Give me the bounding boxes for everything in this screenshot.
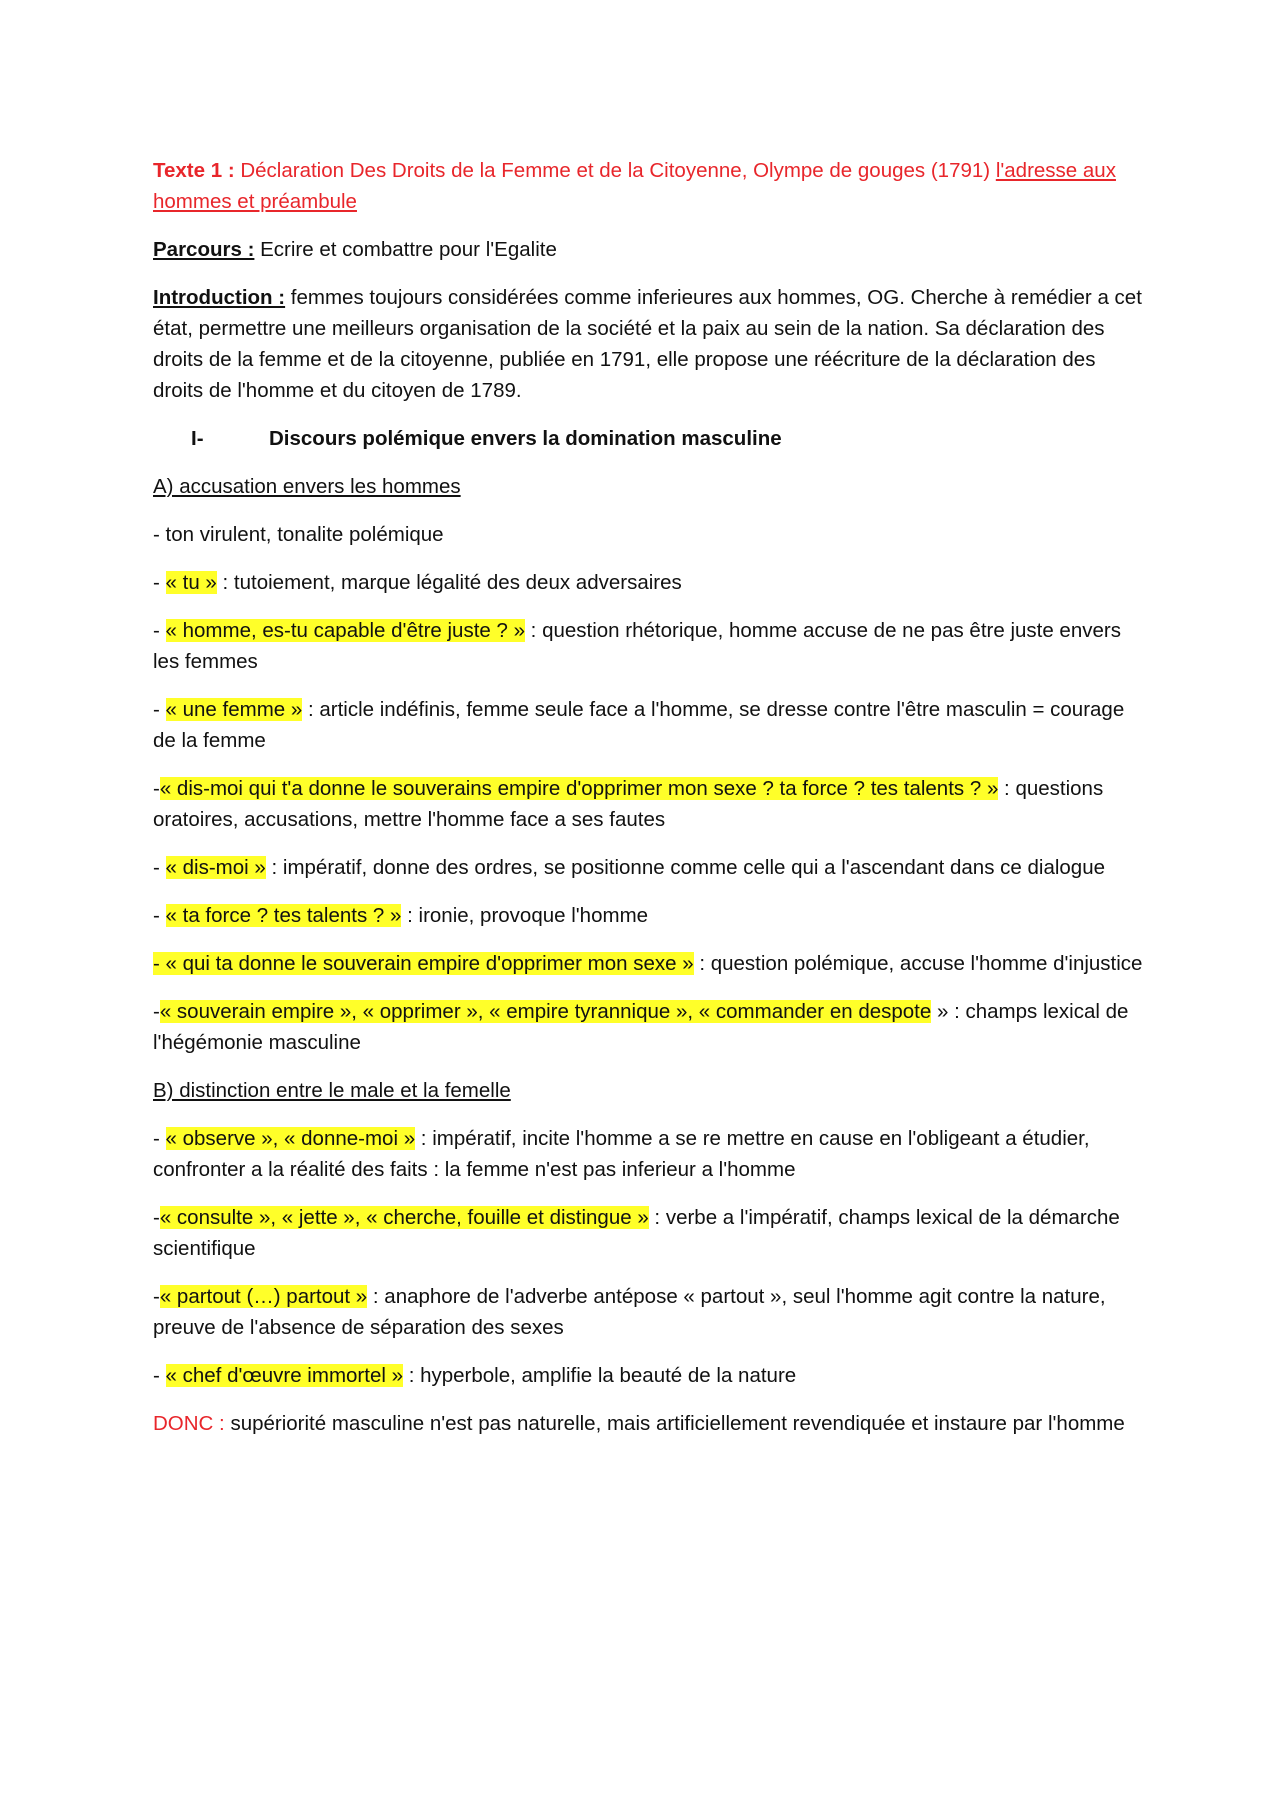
line-prefix: - xyxy=(153,904,166,927)
quoted-citation: « dis-moi qui t'a donne le souverains empire d'opprimer mon sexe ? ta force ? tes talents ? » xyxy=(159,777,999,800)
line-prefix: - xyxy=(153,698,166,721)
analysis-line xyxy=(153,694,1143,756)
introduction-label: Introduction : xyxy=(153,286,286,309)
subsection-a-title: A) accusation envers les hommes xyxy=(153,475,461,498)
analysis-line xyxy=(153,852,1143,883)
document-page xyxy=(153,155,1143,1456)
line-commentary: : impératif, incite l'homme a se re mettre en cause en l'obligeant a étudier, confronter a la réalité des faits : la femme n'est pas inferieur a l'homme xyxy=(153,1127,1090,1181)
subsection-a-lines xyxy=(153,519,1143,1058)
conclusion-line xyxy=(153,1408,1143,1439)
quoted-citation: « observe », « donne-moi » xyxy=(165,1127,416,1150)
section-number: I- xyxy=(191,427,204,450)
line-commentary: : ironie, provoque l'homme xyxy=(401,904,649,927)
analysis-line xyxy=(153,900,1143,931)
parcours-line xyxy=(153,234,1143,265)
line-prefix: - xyxy=(153,1364,166,1387)
quoted-citation: « chef d'œuvre immortel » xyxy=(165,1364,403,1387)
analysis-line xyxy=(153,1202,1143,1264)
conclusion-text: supériorité masculine n'est pas naturelle, mais artificiellement revendiquée et instaure par l'homme xyxy=(224,1412,1125,1435)
analysis-line xyxy=(153,1123,1143,1185)
analysis-line xyxy=(153,773,1143,835)
quoted-citation: « tu » xyxy=(165,571,217,594)
subsection-b-lines xyxy=(153,1123,1143,1391)
analysis-line xyxy=(153,1360,1143,1391)
quoted-citation: « souverain empire », « opprimer », « empire tyrannique », « commander en despote xyxy=(159,1000,932,1023)
line-commentary: : article indéfinis, femme seule face a l'homme, se dresse contre l'être masculin = courage de la femme xyxy=(153,698,1125,752)
quoted-citation: « dis-moi » xyxy=(165,856,266,879)
section-heading xyxy=(153,423,1143,454)
introduction-text: femmes toujours considérées comme inferieures aux hommes, OG. Cherche à remédier a cet état, permettre une meilleurs organisation de la société et la paix au sein de la nation. Sa déclaration des droits de la femme et de la citoyenne, publiée en 1791, elle propose une réécriture de la déclaration des droits de l'homme et du citoyen de 1789. xyxy=(153,286,1142,402)
title-underlined: l'adresse aux hommes et préambule xyxy=(153,159,1116,213)
line-commentary: : impératif, donne des ordres, se positionne comme celle qui a l'ascendant dans ce dialogue xyxy=(265,856,1106,879)
quoted-citation: « consulte », « jette », « cherche, fouille et distingue » xyxy=(159,1206,649,1229)
line-prefix: - xyxy=(153,856,166,879)
section-title: Discours polémique envers la domination masculine xyxy=(269,427,782,450)
analysis-line xyxy=(153,948,1143,979)
quoted-citation: - « qui ta donne le souverain empire d'opprimer mon sexe » xyxy=(153,952,694,975)
analysis-line xyxy=(153,1281,1143,1343)
analysis-line xyxy=(153,567,1143,598)
subsection-b-title: B) distinction entre le male et la femelle xyxy=(153,1079,511,1102)
parcours-label: Parcours : xyxy=(153,238,255,261)
line-prefix: - xyxy=(153,1285,160,1308)
introduction-paragraph xyxy=(153,282,1143,406)
line-prefix: - xyxy=(153,1206,160,1229)
line-prefix: - xyxy=(153,619,166,642)
line-commentary: : anaphore de l'adverbe antépose « partout », seul l'homme agit contre la nature, preuve de l'absence de séparation des sexes xyxy=(153,1285,1106,1339)
line-commentary: : question polémique, accuse l'homme d'injustice xyxy=(693,952,1143,975)
line-prefix: - xyxy=(153,571,166,594)
conclusion-label: DONC : xyxy=(153,1412,225,1435)
parcours-text: Ecrire et combattre pour l'Egalite xyxy=(254,238,557,261)
analysis-line xyxy=(153,996,1143,1058)
line-prefix: - ton virulent, tonalite polémique xyxy=(153,523,444,546)
line-commentary: : questions oratoires, accusations, mettre l'homme face a ses fautes xyxy=(153,777,1104,831)
quoted-citation: « une femme » xyxy=(165,698,303,721)
line-prefix: - xyxy=(153,1127,166,1150)
line-commentary: : question rhétorique, homme accuse de ne pas être juste envers les femmes xyxy=(153,619,1121,673)
quoted-citation: « partout (…) partout » xyxy=(159,1285,368,1308)
title-label: Texte 1 : xyxy=(153,159,235,182)
analysis-line xyxy=(153,615,1143,677)
line-commentary: : tutoiement, marque légalité des deux adversaires xyxy=(216,571,682,594)
quoted-citation: « ta force ? tes talents ? » xyxy=(165,904,402,927)
line-prefix: - xyxy=(153,1000,160,1023)
line-prefix: - xyxy=(153,777,160,800)
line-commentary: » : champs lexical de l'hégémonie masculine xyxy=(153,1000,1129,1054)
line-commentary: : verbe a l'impératif, champs lexical de la démarche scientifique xyxy=(153,1206,1120,1260)
quoted-citation: « homme, es-tu capable d'être juste ? » xyxy=(165,619,525,642)
title-text: Déclaration Des Droits de la Femme et de la Citoyenne, Olympe de gouges (1791) xyxy=(234,159,996,182)
analysis-line xyxy=(153,519,1143,550)
title-line xyxy=(153,155,1143,217)
line-commentary: : hyperbole, amplifie la beauté de la nature xyxy=(403,1364,797,1387)
